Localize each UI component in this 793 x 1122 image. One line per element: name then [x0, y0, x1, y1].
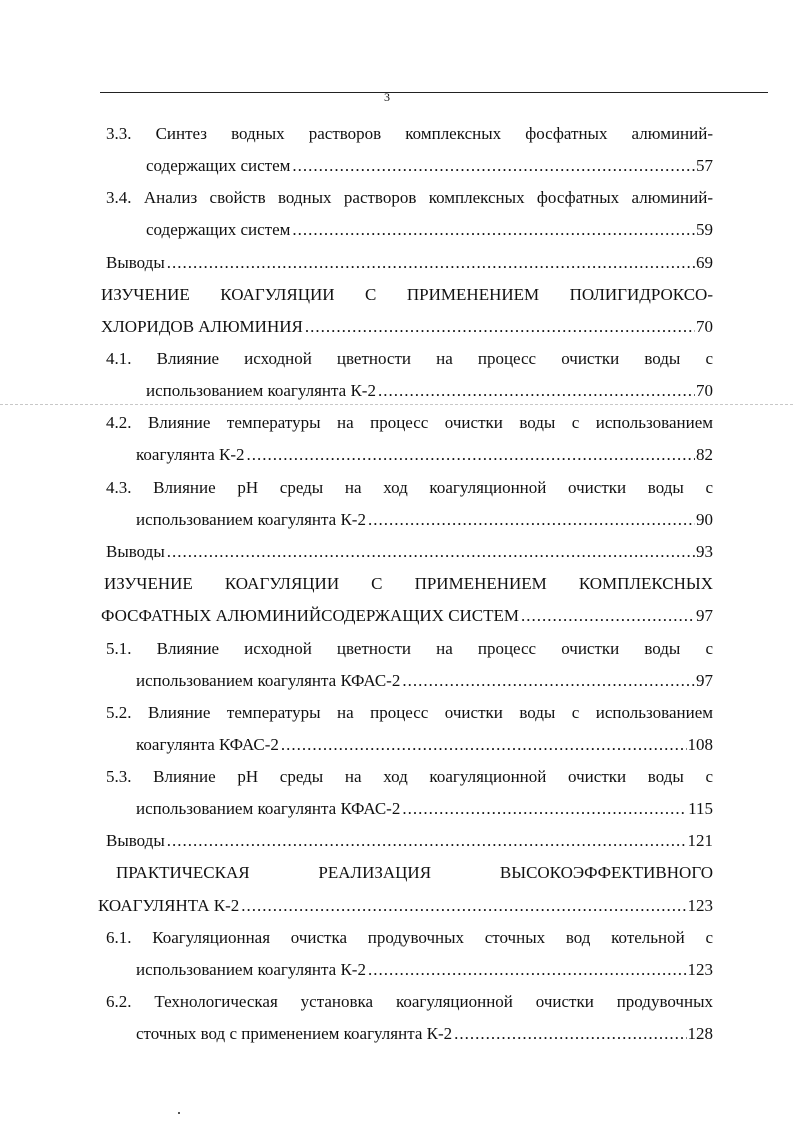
- dot-leader: [292, 155, 695, 177]
- dot-leader: [402, 798, 687, 820]
- toc-entry-3-3-line1: 3.3. Синтез водных растворов комплексных фосфатных алюминий-: [106, 124, 713, 143]
- dot-leader: [241, 895, 686, 917]
- toc-chapter-6-line2: [98, 895, 713, 917]
- toc-entry-4-3-line1: 4.3. Влияние рН среды на ход коагуляционной очистки воды с: [106, 478, 713, 497]
- toc-entry-4-2-line2: [136, 444, 713, 466]
- dot-leader: [521, 605, 695, 627]
- toc-entry-title: ХЛОРИДОВ АЛЮМИНИЯ: [101, 317, 303, 336]
- toc-entry-title: коагулянта К-2: [136, 445, 245, 464]
- toc-page-number: 115: [688, 799, 713, 818]
- toc-entry-title: использованием коагулянта К-2: [146, 381, 376, 400]
- dot-leader: [292, 219, 695, 241]
- scan-artifact-line: [0, 404, 793, 405]
- toc-page-number: 70: [696, 381, 713, 400]
- toc-entry-4-2-line1: 4.2. Влияние температуры на процесс очистки воды с использованием: [106, 413, 713, 432]
- toc-entry-5-3-line2: [136, 798, 713, 820]
- toc-entry-title: Выводы: [106, 253, 165, 272]
- toc-entry-title: Выводы: [106, 831, 165, 850]
- dot-leader: [402, 670, 695, 692]
- toc-chapter-5-line1: ИЗУЧЕНИЕ КОАГУЛЯЦИИ С ПРИМЕНЕНИЕМ КОМПЛЕКСНЫХ: [104, 574, 713, 593]
- dot-leader: [281, 734, 687, 756]
- toc-entry-3-4-line2: [146, 219, 713, 241]
- dot-leader: [454, 1023, 686, 1045]
- toc-entry-title: коагулянта КФАС-2: [136, 735, 279, 754]
- toc-page-number: 123: [687, 896, 713, 915]
- toc-entry-5-2-line2: [136, 734, 713, 756]
- toc-chapter-6-line1: ПРАКТИЧЕСКАЯ РЕАЛИЗАЦИЯ ВЫСОКОЭФФЕКТИВНОГО: [116, 863, 713, 882]
- toc-page-number: 121: [687, 831, 713, 850]
- toc-entry-title: использованием коагулянта К-2: [136, 510, 366, 529]
- toc-entry-6-1-line1: 6.1. Коагуляционная очистка продувочных сточных вод котельной с: [106, 928, 713, 947]
- toc-entry-title: Выводы: [106, 542, 165, 561]
- dot-leader: [378, 380, 695, 402]
- toc-page-number: 108: [687, 735, 713, 754]
- toc-entry-5-3-line1: 5.3. Влияние рН среды на ход коагуляционной очистки воды с: [106, 767, 713, 786]
- toc-entry-conclusions-4: [106, 541, 713, 563]
- toc-entry-5-2-line1: 5.2. Влияние температуры на процесс очистки воды с использованием: [106, 703, 713, 722]
- toc-entry-4-3-line2: [136, 509, 713, 531]
- toc-entry-title: сточных вод с применением коагулянта К-2: [136, 1024, 453, 1043]
- toc-page-number: 123: [687, 960, 713, 979]
- dot-leader: [368, 959, 687, 981]
- page-number: 3: [384, 90, 390, 104]
- toc-entry-title: ФОСФАТНЫХ АЛЮМИНИЙСОДЕРЖАЩИХ СИСТЕМ: [101, 606, 520, 625]
- toc-entry-3-3-line2: [146, 155, 713, 177]
- toc-page-number: 59: [696, 220, 713, 239]
- scan-speck: [178, 1112, 180, 1114]
- header-rule: [100, 92, 768, 93]
- toc-page-number: 70: [696, 317, 713, 336]
- toc-entry-conclusions-5: [106, 830, 713, 852]
- toc-page-number: 97: [696, 671, 713, 690]
- toc-chapter-5-line2: [101, 605, 713, 627]
- toc-page-number: 90: [696, 510, 713, 529]
- toc-page-number: 93: [696, 542, 713, 561]
- toc-entry-6-2-line1: 6.2. Технологическая установка коагуляционной очистки продувочных: [106, 992, 713, 1011]
- dot-leader: [247, 444, 696, 466]
- dot-leader: [167, 541, 695, 563]
- toc-chapter-4-line2: [101, 316, 713, 338]
- toc-page-number: 97: [696, 606, 713, 625]
- toc-page-number: 82: [696, 445, 713, 464]
- toc-entry-4-1-line1: 4.1. Влияние исходной цветности на процесс очистки воды с: [106, 349, 713, 368]
- toc-chapter-4-line1: ИЗУЧЕНИЕ КОАГУЛЯЦИИ С ПРИМЕНЕНИЕМ ПОЛИГИДРОКСО-: [101, 285, 713, 304]
- dot-leader: [305, 316, 695, 338]
- toc-entry-4-1-line2: [146, 380, 713, 402]
- toc-page-number: 57: [696, 156, 713, 175]
- toc-entry-conclusions-3: [106, 252, 713, 274]
- toc-page-number: 128: [687, 1024, 713, 1043]
- toc-entry-5-1-line1: 5.1. Влияние исходной цветности на процесс очистки воды с: [106, 639, 713, 658]
- toc-page-number: 69: [696, 253, 713, 272]
- dot-leader: [368, 509, 695, 531]
- toc-entry-5-1-line2: [136, 670, 713, 692]
- toc-entry-title: содержащих систем: [146, 156, 291, 175]
- toc-entry-title: использованием коагулянта КФАС-2: [136, 799, 401, 818]
- toc-entry-title: использованием коагулянта КФАС-2: [136, 671, 401, 690]
- toc-entry-title: содержащих систем: [146, 220, 291, 239]
- dot-leader: [167, 252, 695, 274]
- toc-entry-6-1-line2: [136, 959, 713, 981]
- toc-entry-title: КОАГУЛЯНТА К-2: [98, 896, 240, 915]
- dot-leader: [167, 830, 687, 852]
- toc-entry-3-4-line1: 3.4. Анализ свойств водных растворов комплексных фосфатных алюминий-: [106, 188, 713, 207]
- toc-entry-title: использованием коагулянта К-2: [136, 960, 366, 979]
- toc-entry-6-2-line2: [136, 1023, 713, 1045]
